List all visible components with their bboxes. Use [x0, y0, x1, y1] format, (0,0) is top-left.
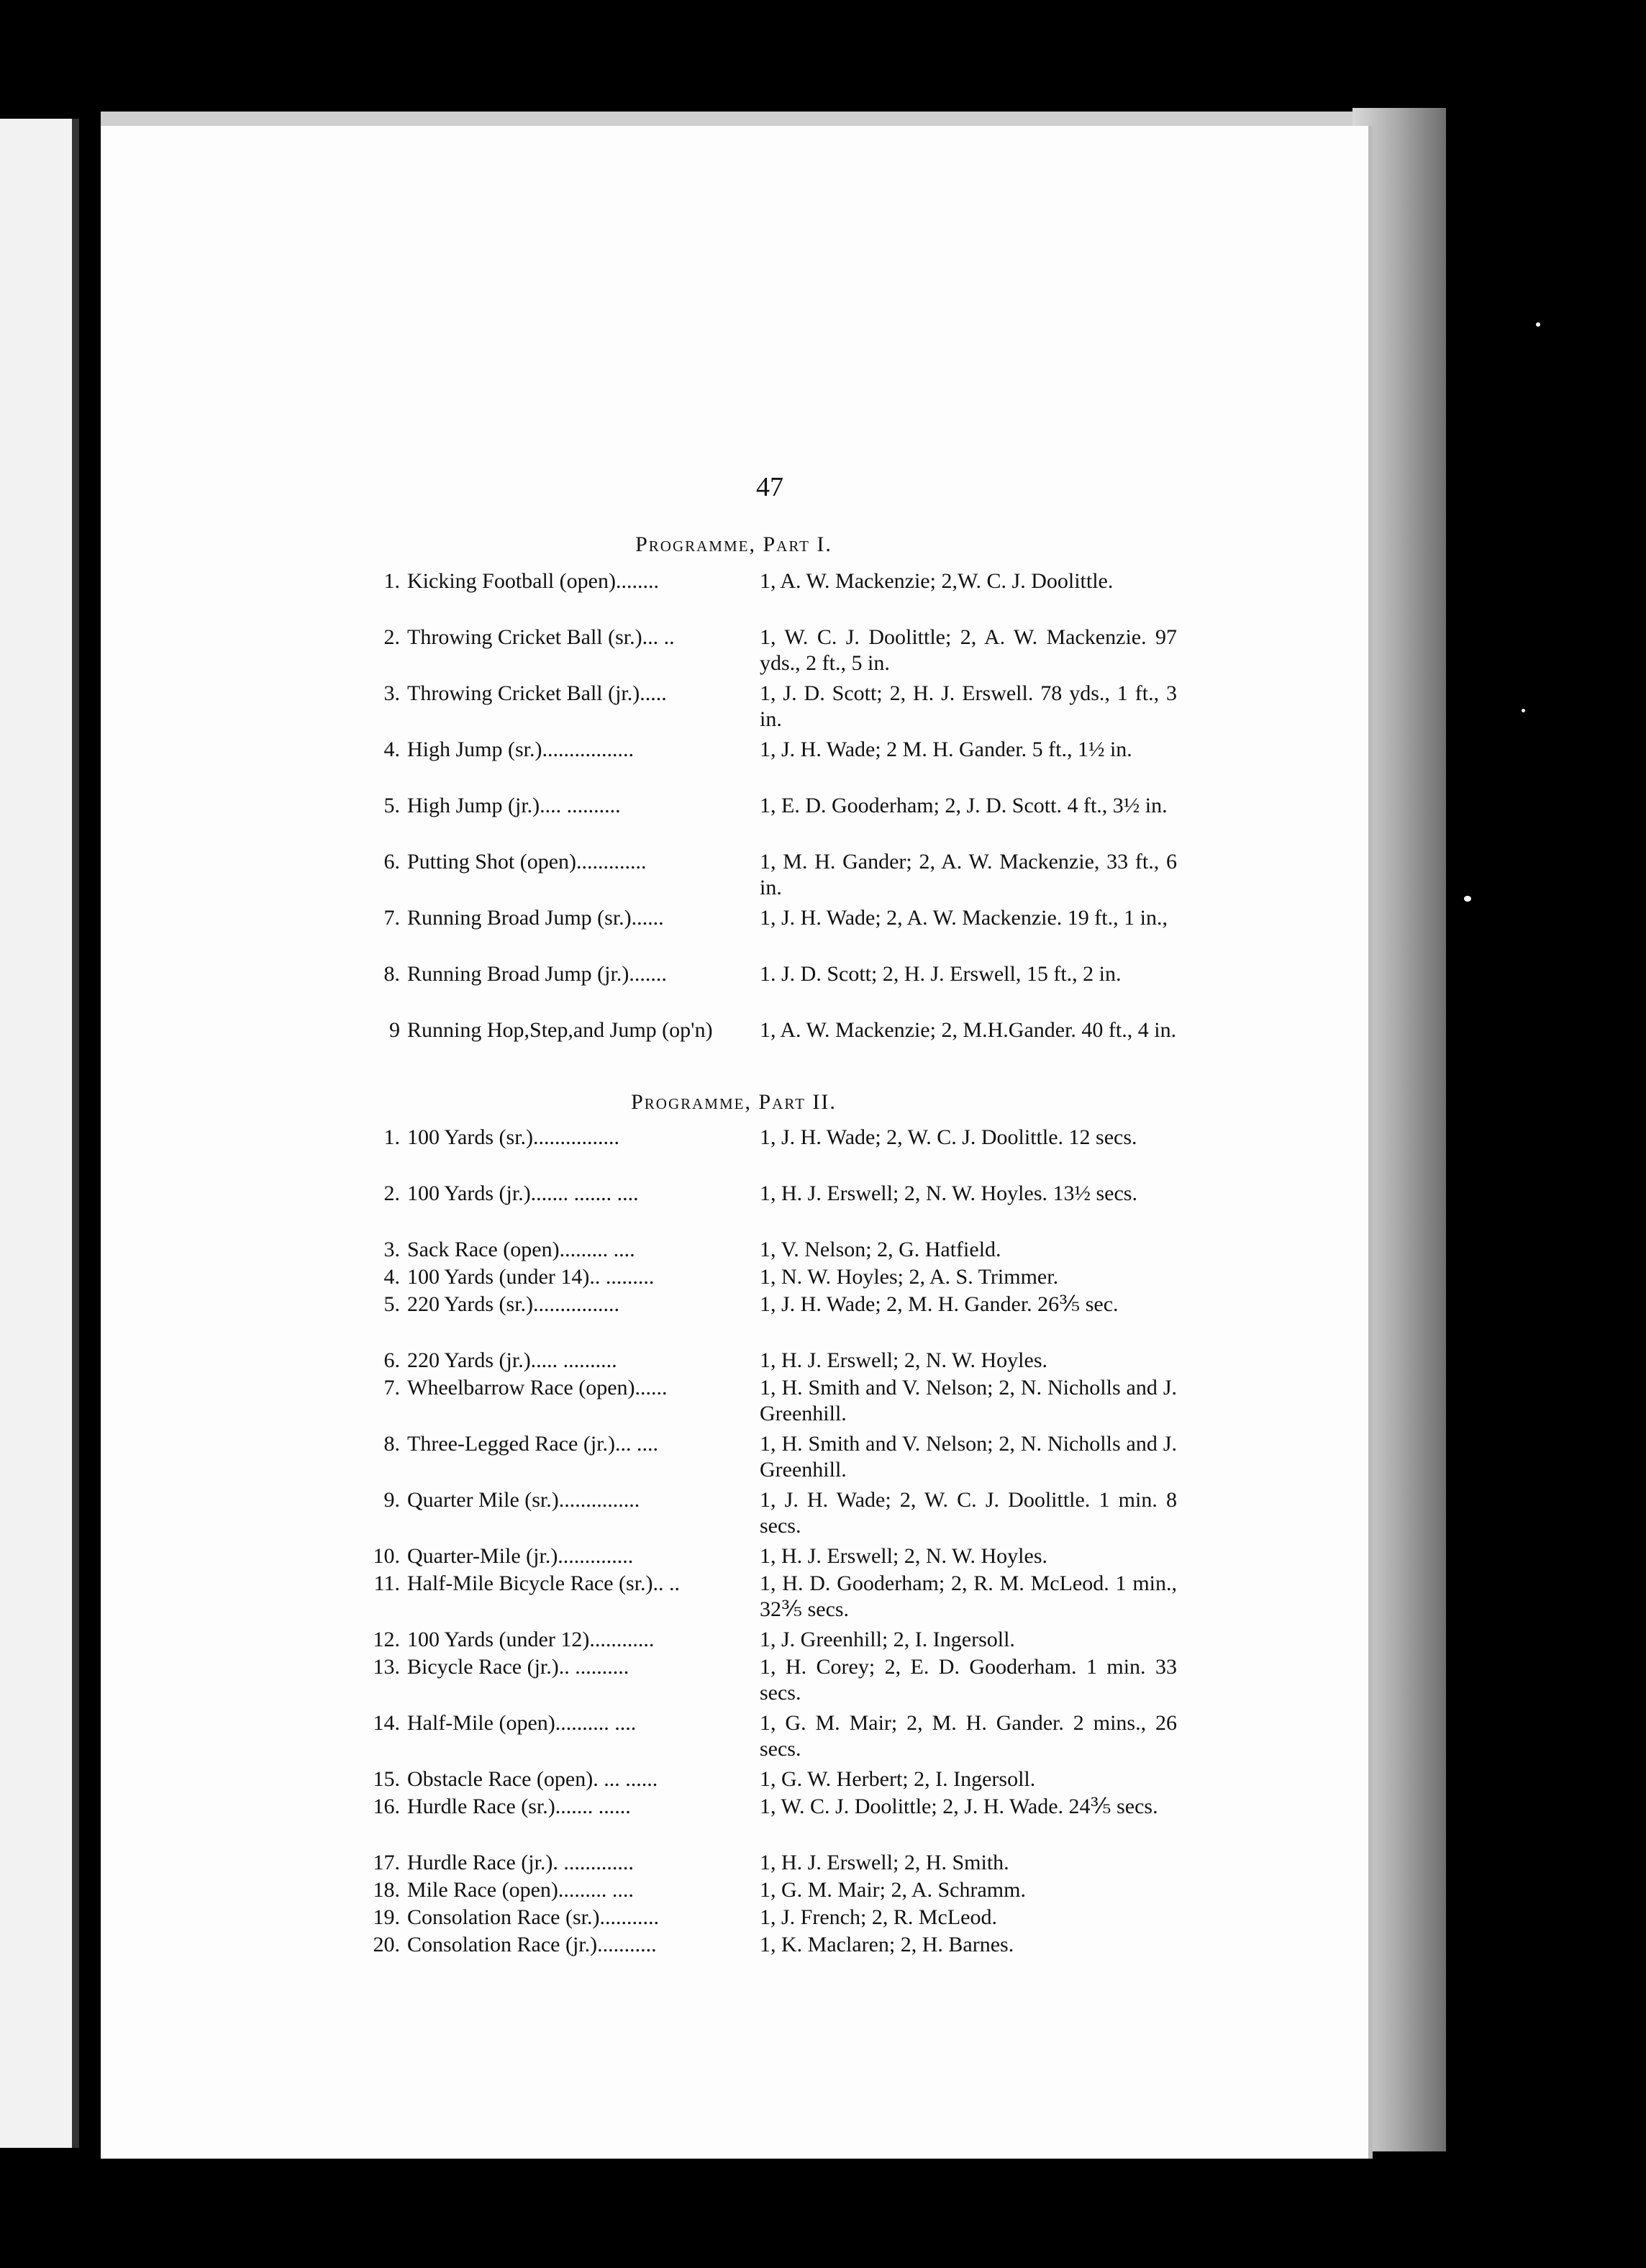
entry-number: 6.	[383, 850, 400, 874]
entry-number: 8.	[383, 962, 400, 986]
entry-number: 17.	[373, 1851, 400, 1874]
entry-result: 1, H. J. Erswell; 2, N. W. Hoyles. 13½ secs.	[760, 1181, 1137, 1205]
entry-result: 1, J. H. Wade; 2, A. W. Mackenzie. 19 ft., 1 in.,	[760, 906, 1168, 930]
entry-number: 19.	[373, 1905, 400, 1929]
entry-event: Kicking Football (open)........	[407, 569, 659, 593]
entry-event: 100 Yards (under 12)............	[407, 1628, 655, 1651]
entry-event: Hurdle Race (sr.)....... ......	[407, 1795, 631, 1818]
entry-event: 100 Yards (sr.)................	[407, 1125, 620, 1149]
page-number: 47	[756, 472, 783, 502]
entry-result: 1, H. Smith and V. Nelson; 2, N. Nicholls and J. Greenhill.	[760, 1376, 1177, 1425]
entry-result: 1, G. M. Mair; 2, A. Schramm.	[760, 1878, 1026, 1902]
entry-number: 8.	[383, 1432, 400, 1456]
entry-event: Bicycle Race (jr.).. ..........	[407, 1655, 629, 1679]
entry-event: Running Broad Jump (jr.).......	[407, 962, 667, 986]
entry-result: 1, W. C. J. Doolittle; 2, A. W. Mackenzie. 97 yds., 2 ft., 5 in.	[760, 625, 1177, 675]
entry-result: 1, H. J. Erswell; 2, H. Smith.	[760, 1851, 1009, 1874]
entry-number: 7.	[383, 1376, 400, 1400]
entry-number: 1.	[383, 569, 400, 593]
entry-number: 15.	[373, 1767, 400, 1791]
entry-event: 100 Yards (jr.)....... ....... ....	[407, 1181, 639, 1205]
facing-page-edge	[0, 119, 72, 2148]
facing-page-gutter	[72, 119, 79, 2148]
entry-event: Half-Mile Bicycle Race (sr.).. ..	[407, 1571, 681, 1595]
entry-number: 4.	[383, 738, 400, 761]
entry-result: 1, J. French; 2, R. McLeod.	[760, 1905, 997, 1929]
entry-event: High Jump (jr.).... ..........	[407, 794, 621, 817]
entry-event: Consolation Race (sr.)...........	[407, 1905, 659, 1929]
entry-event: Half-Mile (open).......... ....	[407, 1711, 637, 1735]
entry-result: 1, J. Greenhill; 2, I. Ingersoll.	[760, 1628, 1015, 1651]
entry-number: 9.	[383, 1488, 400, 1512]
entry-event: Mile Race (open)......... ....	[407, 1878, 634, 1902]
entry-number: 4.	[383, 1265, 400, 1289]
document-page	[101, 126, 1368, 2159]
entry-event: Wheelbarrow Race (open)......	[407, 1376, 668, 1400]
entry-number: 20.	[373, 1933, 400, 1956]
entry-number: 9	[389, 1018, 400, 1042]
entry-number: 2.	[383, 625, 400, 649]
entry-event: Consolation Race (jr.)...........	[407, 1933, 657, 1956]
entry-result: 1, H. J. Erswell; 2, N. W. Hoyles.	[760, 1544, 1047, 1568]
entry-number: 2.	[383, 1181, 400, 1205]
entry-result: 1, V. Nelson; 2, G. Hatfield.	[760, 1238, 1001, 1261]
entry-result: 1, J. H. Wade; 2, W. C. J. Doolittle. 12 secs.	[760, 1125, 1137, 1149]
part-two-heading: Programme, Part II.	[631, 1090, 837, 1114]
entry-result: 1, H. D. Gooderham; 2, R. M. McLeod. 1 min., 32⅗ secs.	[760, 1571, 1177, 1621]
entry-result: 1, A. W. Mackenzie; 2, M.H.Gander. 40 ft., 4 in.	[760, 1018, 1177, 1042]
entry-result: 1, A. W. Mackenzie; 2,W. C. J. Doolittle.	[760, 569, 1114, 593]
entry-event: 220 Yards (jr.)..... ..........	[407, 1348, 617, 1372]
entry-event: Running Broad Jump (sr.)......	[407, 906, 664, 930]
entry-result: 1, K. Maclaren; 2, H. Barnes.	[760, 1933, 1014, 1956]
entry-event: Sack Race (open)......... ....	[407, 1238, 635, 1261]
entry-event: Obstacle Race (open). ... ......	[407, 1767, 658, 1791]
entry-event: Putting Shot (open).............	[407, 850, 647, 874]
entry-result: 1, W. C. J. Doolittle; 2, J. H. Wade. 24⅗ secs.	[760, 1795, 1158, 1818]
entry-result: 1, N. W. Hoyles; 2, A. S. Trimmer.	[760, 1265, 1059, 1289]
entry-result: 1, G. M. Mair; 2, M. H. Gander. 2 mins., 26 secs.	[760, 1711, 1177, 1761]
entry-number: 5.	[383, 794, 400, 817]
entry-result: 1, J. H. Wade; 2, M. H. Gander. 26⅗ sec.	[760, 1292, 1119, 1316]
entry-result: 1. J. D. Scott; 2, H. J. Erswell, 15 ft., 2 in.	[760, 962, 1122, 986]
entry-result: 1, E. D. Gooderham; 2, J. D. Scott. 4 ft., 3½ in.	[760, 794, 1168, 817]
entry-event: 220 Yards (sr.)................	[407, 1292, 620, 1316]
entry-number: 11.	[373, 1571, 400, 1595]
entry-result: 1, J. D. Scott; 2, H. J. Erswell. 78 yds., 1 ft., 3 in.	[760, 681, 1177, 731]
entry-number: 1.	[383, 1125, 400, 1149]
entry-event: Three-Legged Race (jr.)... ....	[407, 1432, 658, 1456]
entry-number: 16.	[373, 1795, 400, 1818]
entry-result: 1, G. W. Herbert; 2, I. Ingersoll.	[760, 1767, 1036, 1791]
entry-event: Hurdle Race (jr.). .............	[407, 1851, 634, 1874]
entry-number: 7.	[383, 906, 400, 930]
entry-result: 1, J. H. Wade; 2, W. C. J. Doolittle. 1 min. 8 secs.	[760, 1488, 1177, 1538]
entry-result: 1, J. H. Wade; 2 M. H. Gander. 5 ft., 1½ in.	[760, 738, 1132, 761]
entry-event: Quarter-Mile (jr.)..............	[407, 1544, 634, 1568]
entry-number: 18.	[373, 1878, 400, 1902]
entry-event: Running Hop,Step,and Jump (op'n)	[407, 1018, 713, 1042]
entry-event: 100 Yards (under 14).. .........	[407, 1265, 655, 1289]
entry-result: 1, H. Smith and V. Nelson; 2, N. Nicholls and J. Greenhill.	[760, 1432, 1177, 1482]
entry-result: 1, M. H. Gander; 2, A. W. Mackenzie, 33 ft., 6 in.	[760, 850, 1177, 899]
entry-event: Throwing Cricket Ball (sr.)... ..	[407, 625, 675, 649]
entry-number: 10.	[373, 1544, 400, 1568]
entry-event: High Jump (sr.).................	[407, 738, 634, 761]
entry-event: Quarter Mile (sr.)...............	[407, 1488, 640, 1512]
entry-result: 1, H. Corey; 2, E. D. Gooderham. 1 min. 33 secs.	[760, 1655, 1177, 1705]
part-one-heading: Programme, Part I.	[635, 532, 832, 556]
entry-number: 6.	[383, 1348, 400, 1372]
entry-number: 14.	[373, 1711, 400, 1735]
entry-event: Throwing Cricket Ball (jr.).....	[407, 681, 667, 705]
entry-number: 3.	[383, 681, 400, 705]
entry-number: 12.	[373, 1628, 400, 1651]
entry-number: 3.	[383, 1238, 400, 1261]
entry-number: 13.	[373, 1655, 400, 1679]
entry-result: 1, H. J. Erswell; 2, N. W. Hoyles.	[760, 1348, 1047, 1372]
entry-number: 5.	[383, 1292, 400, 1316]
